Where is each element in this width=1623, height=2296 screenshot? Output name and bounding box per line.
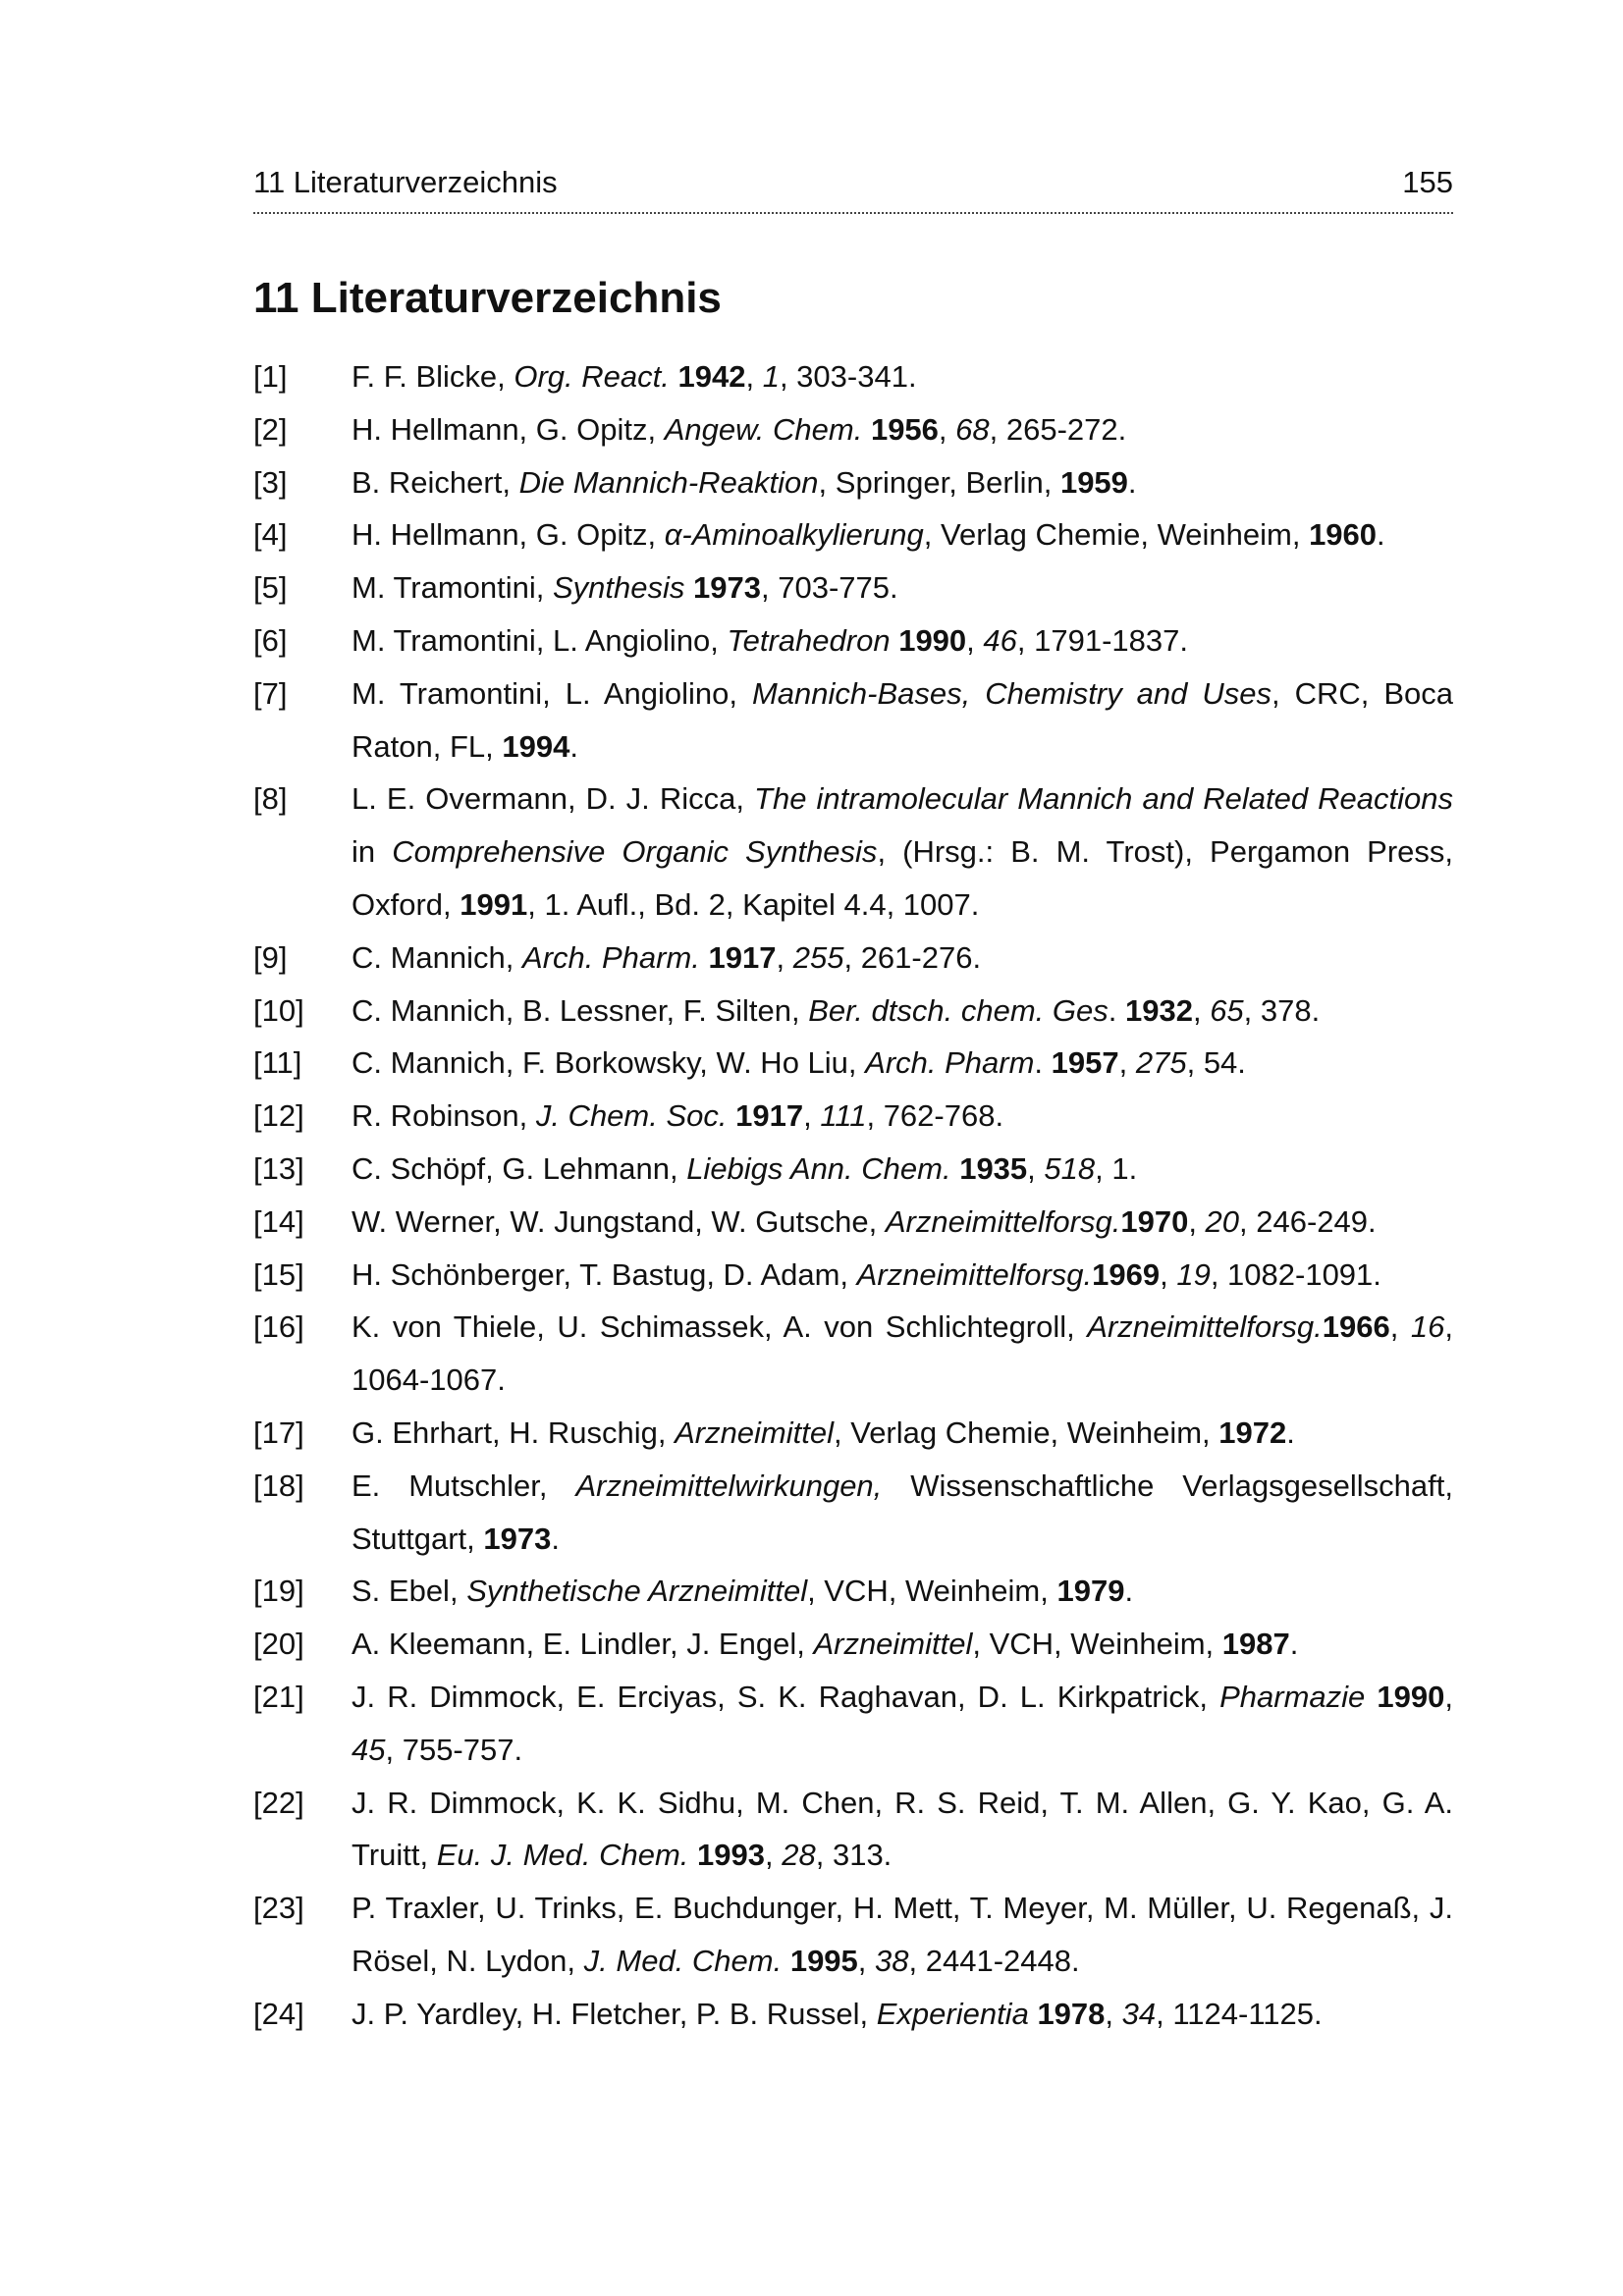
reference-year: 1942 — [677, 359, 746, 394]
reference-italic-segment: 65 — [1210, 992, 1244, 1028]
reference-segment: . — [569, 728, 578, 764]
reference-italic-segment: 38 — [875, 1943, 909, 1978]
reference-text — [352, 1090, 1453, 1143]
reference-segment: , 1791-1837. — [1016, 622, 1188, 658]
reference-segment: , 755-757. — [385, 1732, 523, 1767]
reference-italic-segment: 45 — [352, 1732, 386, 1767]
reference-year: 1960 — [1309, 517, 1378, 553]
reference-segment — [782, 1944, 790, 1978]
reference-italic-segment: Liebigs Ann. Chem. — [686, 1150, 951, 1186]
reference-number: [20] — [253, 1627, 304, 1662]
reference-segment: , — [765, 1838, 783, 1873]
reference-segment: P. Traxler, U. Trinks, E. Buchdunger, H. Mett, T. Meyer, M. Müller, U. Regenaß, J. Rösel, N. Lydon, — [352, 1891, 1453, 1978]
reference-italic-segment: Ber. dtsch. chem. Ges — [808, 992, 1109, 1028]
reference-segment: , — [745, 359, 763, 394]
reference-entry — [253, 1777, 1453, 1883]
reference-segment: , — [1444, 1679, 1453, 1714]
reference-segment: W. Werner, W. Jungstand, W. Gutsche, — [352, 1203, 886, 1239]
reference-segment: , 1. — [1095, 1150, 1138, 1186]
reference-year: 1957 — [1051, 1045, 1119, 1081]
reference-segment: , 762-768. — [866, 1098, 1004, 1134]
reference-italic-segment: 34 — [1121, 1996, 1157, 2031]
reference-year: 1995 — [789, 1943, 858, 1978]
reference-italic-segment: Mannich-Bases, Chemistry and Uses — [751, 675, 1271, 711]
reference-italic-segment: Org. React. — [514, 359, 670, 394]
reference-entry — [253, 350, 1453, 403]
reference-segment: , 313. — [815, 1838, 893, 1873]
reference-segment: H. Schönberger, T. Bastug, D. Adam, — [352, 1256, 857, 1292]
reference-number: [15] — [253, 1256, 304, 1292]
reference-segment: in — [352, 834, 393, 870]
reference-entry — [253, 456, 1453, 509]
reference-segment: , — [776, 939, 793, 975]
reference-segment: C. Schöpf, G. Lehmann, — [352, 1150, 687, 1186]
reference-italic-segment: Tetrahedron — [727, 622, 891, 658]
chapter-title: 11 Literaturverzeichnis — [253, 274, 722, 322]
reference-number: [9] — [253, 939, 288, 975]
reference-text — [352, 1618, 1453, 1671]
reference-segment: , Verlag Chemie, Weinheim, — [923, 517, 1310, 553]
reference-segment: , — [1389, 1309, 1411, 1345]
reference-segment: . — [1034, 1045, 1052, 1081]
reference-italic-segment: 68 — [955, 411, 990, 447]
reference-italic-segment: Pharmazie — [1219, 1679, 1366, 1714]
reference-year: 1959 — [1059, 464, 1128, 500]
reference-segment: , — [857, 1943, 876, 1978]
reference-segment: , 261-276. — [843, 939, 982, 975]
reference-number: [6] — [253, 622, 288, 658]
reference-italic-segment: The intramolecular Mannich and Related Reactions — [754, 781, 1453, 817]
reference-text — [352, 667, 1453, 774]
reference-entry — [253, 1565, 1453, 1618]
reference-year: 1991 — [460, 886, 528, 922]
reference-segment — [862, 412, 871, 447]
reference-text — [352, 1671, 1453, 1777]
reference-segment: . — [551, 1521, 560, 1556]
reference-segment: J. R. Dimmock, K. K. Sidhu, M. Chen, R. S. Reid, T. M. Allen, G. Y. Kao, G. A. Truitt, — [352, 1785, 1453, 1873]
reference-year: 1972 — [1218, 1415, 1287, 1450]
reference-entry — [253, 561, 1453, 614]
reference-italic-segment: Arzneimittel — [813, 1627, 973, 1662]
reference-number: [3] — [253, 464, 288, 500]
reference-number: [16] — [253, 1309, 304, 1345]
reference-segment: . — [1108, 992, 1125, 1028]
reference-segment — [670, 359, 678, 394]
reference-italic-segment: Arzneimittel — [675, 1415, 834, 1450]
reference-italic-segment: Arzneimittelforsg. — [1087, 1309, 1323, 1345]
reference-number: [17] — [253, 1415, 304, 1450]
running-header-chapter: 11 Literaturverzeichnis — [253, 165, 558, 199]
reference-italic-segment: Arch. Pharm — [865, 1045, 1035, 1081]
page-number: 155 — [1402, 165, 1453, 199]
reference-text — [352, 773, 1453, 931]
reference-text — [352, 614, 1453, 667]
reference-italic-segment: J. Med. Chem. — [583, 1943, 783, 1978]
reference-number: [18] — [253, 1468, 304, 1503]
reference-entry — [253, 932, 1453, 985]
reference-segment: J. P. Yardley, H. Fletcher, P. B. Russel, — [352, 1996, 877, 2031]
reference-segment: , — [1118, 1045, 1136, 1081]
reference-segment: . — [1127, 464, 1137, 500]
reference-segment: G. Ehrhart, H. Ruschig, — [352, 1415, 676, 1450]
reference-number: [5] — [253, 570, 288, 606]
reference-segment: . — [1124, 1574, 1134, 1609]
reference-segment: , 2441-2448. — [908, 1943, 1080, 1978]
reference-year: 1973 — [693, 570, 761, 606]
reference-italic-segment: 16 — [1410, 1309, 1445, 1345]
reference-italic-segment: 20 — [1205, 1203, 1240, 1239]
reference-text — [352, 1143, 1453, 1196]
reference-text — [352, 1565, 1453, 1618]
reference-segment: , 265-272. — [989, 411, 1127, 447]
reference-year: 1917 — [708, 939, 777, 975]
reference-segment: C. Mannich, F. Borkowsky, W. Ho Liu, — [352, 1045, 866, 1081]
reference-text — [352, 1988, 1453, 2041]
reference-segment — [728, 1098, 736, 1133]
reference-segment: , — [803, 1098, 821, 1134]
reference-year: 1990 — [1377, 1679, 1445, 1714]
reference-segment: , — [1105, 1996, 1122, 2031]
reference-italic-segment: Arzneimittelforsg. — [885, 1203, 1121, 1239]
reference-text — [352, 1301, 1453, 1407]
reference-segment: F. F. Blicke, — [352, 359, 514, 394]
reference-segment: H. Hellmann, G. Opitz, — [352, 411, 665, 447]
reference-segment — [951, 1151, 960, 1186]
reference-number: [24] — [253, 1996, 304, 2031]
reference-year: 1990 — [898, 622, 967, 658]
reference-segment: . — [1377, 517, 1385, 553]
reference-entry — [253, 614, 1453, 667]
reference-segment: , 703-775. — [761, 570, 898, 606]
reference-number: [23] — [253, 1891, 304, 1926]
reference-text — [352, 508, 1453, 561]
reference-number: [7] — [253, 675, 288, 711]
reference-year: 1978 — [1037, 1996, 1106, 2031]
reference-italic-segment: 28 — [782, 1838, 816, 1873]
reference-segment — [1365, 1680, 1377, 1714]
reference-italic-segment: Synthesis — [553, 570, 685, 606]
reference-segment: , Springer, Berlin, — [818, 464, 1060, 500]
running-header — [253, 163, 1453, 202]
reference-segment: , 303-341. — [779, 359, 917, 394]
reference-year: 1994 — [502, 728, 570, 764]
reference-segment: , Verlag Chemie, Weinheim, — [834, 1415, 1219, 1450]
reference-italic-segment: 19 — [1176, 1256, 1211, 1292]
reference-entry — [253, 1671, 1453, 1777]
reference-text — [352, 1777, 1453, 1883]
reference-italic-segment: Arzneimittelforsg. — [856, 1256, 1093, 1292]
reference-entry — [253, 985, 1453, 1038]
reference-number: [10] — [253, 992, 304, 1028]
reference-number: [1] — [253, 359, 288, 394]
reference-segment: , — [1192, 992, 1211, 1028]
reference-entry — [253, 1143, 1453, 1196]
reference-entry — [253, 1460, 1453, 1566]
reference-segment — [891, 623, 899, 658]
reference-entry — [253, 1196, 1453, 1249]
reference-number: [4] — [253, 517, 288, 553]
reference-segment: M. Tramontini, — [352, 570, 553, 606]
reference-segment: , 1064-1067. — [352, 1309, 1453, 1398]
reference-number: [22] — [253, 1785, 304, 1820]
reference-segment: Wissenschaftliche Verlagsgesellschaft, Stuttgart, — [352, 1468, 1453, 1556]
reference-segment: , — [966, 622, 984, 658]
reference-year: 1993 — [697, 1838, 766, 1873]
reference-text — [352, 1249, 1453, 1302]
reference-year: 1935 — [959, 1150, 1028, 1186]
reference-segment: , — [1027, 1150, 1045, 1186]
reference-segment: S. Ebel, — [352, 1574, 467, 1609]
header-divider — [253, 212, 1453, 214]
reference-entry — [253, 1882, 1453, 1988]
reference-entry — [253, 508, 1453, 561]
reference-year: 1987 — [1221, 1627, 1290, 1662]
reference-segment — [700, 940, 709, 975]
reference-segment: , VCH, Weinheim, — [972, 1627, 1222, 1662]
reference-entry — [253, 1090, 1453, 1143]
reference-year: 1966 — [1322, 1309, 1390, 1345]
reference-text — [352, 561, 1453, 614]
reference-segment: C. Mannich, — [352, 939, 523, 975]
reference-italic-segment: Die Mannich-Reaktion — [518, 464, 819, 500]
reference-number: [21] — [253, 1679, 304, 1714]
reference-text — [352, 1882, 1453, 1988]
reference-segment: , VCH, Weinheim, — [807, 1574, 1057, 1609]
reference-italic-segment: 1 — [762, 359, 780, 394]
reference-segment: H. Hellmann, G. Opitz, — [352, 517, 665, 553]
reference-entry — [253, 1037, 1453, 1090]
reference-segment: K. von Thiele, U. Schimassek, A. von Schlichtegroll, — [352, 1309, 1088, 1345]
reference-segment: R. Robinson, — [352, 1098, 536, 1134]
reference-year: 1917 — [735, 1098, 804, 1134]
reference-italic-segment: Eu. J. Med. Chem. — [436, 1838, 689, 1873]
reference-list — [253, 350, 1453, 2041]
reference-number: [19] — [253, 1574, 304, 1609]
reference-number: [14] — [253, 1203, 304, 1239]
reference-segment: M. Tramontini, L. Angiolino, — [352, 622, 728, 658]
reference-segment: , 54. — [1186, 1045, 1246, 1081]
reference-italic-segment: Angew. Chem. — [664, 411, 863, 447]
reference-segment: E. Mutschler, — [352, 1468, 576, 1503]
reference-segment: M. Tramontini, L. Angiolino, — [352, 675, 752, 711]
reference-segment: C. Mannich, B. Lessner, F. Silten, — [352, 992, 809, 1028]
reference-text — [352, 456, 1453, 509]
reference-text — [352, 985, 1453, 1038]
reference-year: 1932 — [1124, 992, 1193, 1028]
reference-entry — [253, 1249, 1453, 1302]
reference-entry — [253, 1618, 1453, 1671]
reference-entry — [253, 667, 1453, 774]
reference-text — [352, 1196, 1453, 1249]
reference-entry — [253, 1988, 1453, 2041]
reference-italic-segment: J. Chem. Soc. — [535, 1098, 728, 1134]
reference-segment: , 378. — [1243, 992, 1321, 1028]
reference-text — [352, 1407, 1453, 1460]
reference-text — [352, 350, 1453, 403]
reference-italic-segment: 46 — [983, 622, 1017, 658]
reference-segment: , CRC, Boca Raton, FL, — [352, 675, 1453, 764]
reference-text — [352, 932, 1453, 985]
reference-entry — [253, 773, 1453, 931]
reference-segment: , — [938, 411, 956, 447]
reference-italic-segment: 255 — [792, 939, 844, 975]
reference-segment: , — [1188, 1203, 1206, 1239]
reference-number: [13] — [253, 1150, 304, 1186]
reference-year: 1970 — [1120, 1203, 1189, 1239]
reference-number: [11] — [253, 1045, 302, 1081]
reference-segment: , 1124-1125. — [1156, 1996, 1323, 2031]
reference-segment: L. E. Overmann, D. J. Ricca, — [352, 781, 755, 817]
reference-number: [2] — [253, 411, 288, 447]
reference-year: 1969 — [1092, 1256, 1161, 1292]
reference-italic-segment: Synthetische Arzneimittel — [466, 1574, 808, 1609]
reference-segment — [684, 570, 693, 605]
reference-text — [352, 1460, 1453, 1566]
reference-text — [352, 1037, 1453, 1090]
reference-segment — [688, 1838, 697, 1872]
reference-italic-segment: Experientia — [876, 1996, 1029, 2031]
reference-italic-segment: Comprehensive Organic Synthesis — [392, 834, 878, 870]
reference-segment: . — [1286, 1415, 1295, 1450]
reference-text — [352, 403, 1453, 456]
reference-segment: . — [1289, 1627, 1299, 1662]
reference-segment: , 1082-1091. — [1210, 1256, 1381, 1292]
reference-year: 1956 — [870, 411, 939, 447]
reference-year: 1973 — [483, 1521, 552, 1556]
reference-segment: A. Kleemann, E. Lindler, J. Engel, — [352, 1627, 814, 1662]
reference-segment: J. R. Dimmock, E. Erciyas, S. K. Raghavan, D. L. Kirkpatrick, — [352, 1679, 1220, 1714]
reference-italic-segment: 111 — [820, 1098, 867, 1134]
reference-italic-segment: α-Aminoalkylierung — [664, 517, 924, 553]
reference-number: [12] — [253, 1098, 304, 1134]
reference-italic-segment: 518 — [1044, 1150, 1096, 1186]
reference-segment: , — [1160, 1256, 1177, 1292]
reference-segment: , 246-249. — [1239, 1203, 1377, 1239]
reference-year: 1979 — [1056, 1574, 1125, 1609]
reference-italic-segment: 275 — [1135, 1045, 1187, 1081]
reference-italic-segment: Arch. Pharm. — [522, 939, 700, 975]
reference-entry — [253, 1301, 1453, 1407]
reference-entry — [253, 1407, 1453, 1460]
reference-italic-segment: Arzneimittelwirkungen, — [575, 1468, 883, 1503]
reference-number: [8] — [253, 781, 288, 817]
reference-segment: B. Reichert, — [352, 464, 519, 500]
reference-entry — [253, 403, 1453, 456]
reference-segment: , (Hrsg.: B. M. Trost), Pergamon Press, Oxford, — [352, 834, 1453, 922]
reference-segment: , 1. Aufl., Bd. 2, Kapitel 4.4, 1007. — [527, 886, 980, 922]
